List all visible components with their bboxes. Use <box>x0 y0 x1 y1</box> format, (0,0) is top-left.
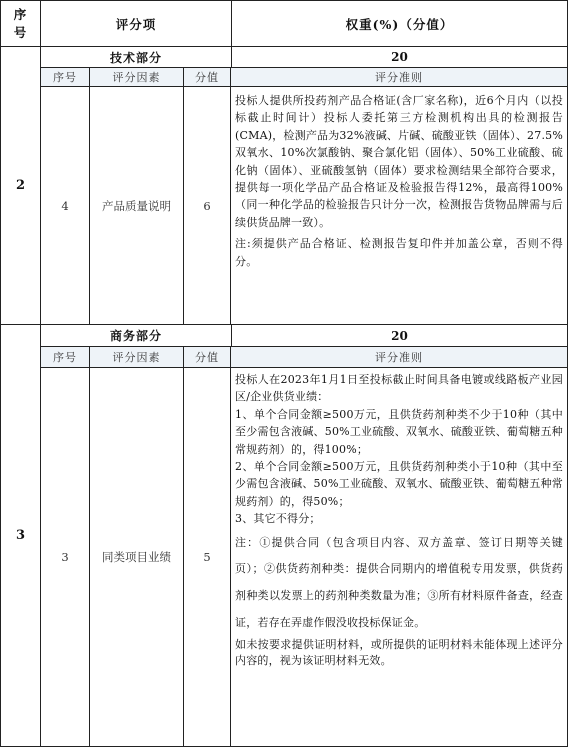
criteria-paragraph: 投标人在2023年1月1日至投标截止时间具备电镀或线路板产业园区/企业供货业绩： <box>235 373 563 404</box>
column-divider <box>89 346 90 747</box>
criteria-paragraph: 投标人提供所投药剂产品合格证(含厂家名称)，近6个月内（以投标截止时间计）投标人委托第三方检测机构出具的检测报告(CMA)，检测产品为32%液碱、片碱、硫酸亚铁（固体）、27.5% 双氧水、10%次氯酸钠、聚合氯化铝（固体）、50%工业硫酸、硫化钠（固体）、亚硫酸氢钠（固体）要求检测结果全部符合要求，提供每一项化学品产品合格证及检验报告得12%，最高得100%（同一种化学品的检验报告只计分一次，检测报告货物品牌需与后续供货品牌一致）。 <box>235 94 563 229</box>
subheader-criteria: 评分准则 <box>231 68 567 86</box>
section-number: 2 <box>15 178 26 193</box>
criteria-note: 如未按要求提供证明材料，或所提供的证明材料未能体现上述评分内容的，视为该证明材料无效。 <box>235 637 563 668</box>
criteria-note: 注：①提供合同（包含项目内容、双方盖章、签订日期等关键页）；②供货药剂种类：提供合同期内的增值税专用发票，供货药剂种类以发票上的药剂种类数量为准；③所有材料原件备查，经查证，若存在弄虚作假没收投标保证金。 <box>235 535 563 630</box>
section-weight: 20 <box>391 328 408 343</box>
criteria-paragraph: 1、单个合同金额≥500万元，且供货药剂种类不少于10种（其中至少需包含液碱、50%工业硫酸、双氧水、硫酸亚铁、葡萄糖五种常规药剂）的，得100%； <box>235 407 563 456</box>
section-title: 商务部分 <box>109 329 162 343</box>
row-score: 6 <box>203 198 211 213</box>
subheader-factor: 评分因素 <box>90 68 183 86</box>
row-seq: 3 <box>61 550 69 564</box>
row-factor: 产品质量说明 <box>102 198 171 213</box>
column-divider <box>89 67 90 324</box>
header-item: 评分项 <box>115 16 157 32</box>
subheader-criteria: 评分准则 <box>231 347 567 367</box>
section-title: 技术部分 <box>109 50 162 65</box>
criteria-note: 注:须提供产品合格证、检测报告复印件并加盖公章，否则不得分。 <box>235 237 563 268</box>
criteria-text <box>235 371 563 745</box>
subheader-score: 分值 <box>184 347 230 367</box>
subheader-seq: 序号 <box>41 347 89 367</box>
header-seq: 序 号 <box>13 6 28 40</box>
row-score: 5 <box>203 550 211 564</box>
row-seq: 4 <box>61 198 69 213</box>
subheader-factor: 评分因素 <box>90 347 183 367</box>
criteria-paragraph: 3、其它不得分； <box>235 512 321 526</box>
section-number: 3 <box>15 528 26 543</box>
criteria-text <box>235 92 563 322</box>
row-factor: 同类项目业绩 <box>102 550 171 564</box>
criteria-paragraph: 2、单个合同金额≥500万元，且供货药剂种类小于10种（其中至少需包含液碱、50%工业硫酸、双氧水、硫酸亚铁、葡萄糖五种常规药剂）的，得50%； <box>235 460 563 508</box>
subheader-score: 分值 <box>184 68 230 86</box>
column-divider <box>230 67 231 324</box>
column-divider <box>230 346 231 747</box>
section-weight: 20 <box>391 50 408 64</box>
subheader-seq: 序号 <box>41 68 89 86</box>
header-weight: 权重(%)（分值） <box>345 16 454 32</box>
